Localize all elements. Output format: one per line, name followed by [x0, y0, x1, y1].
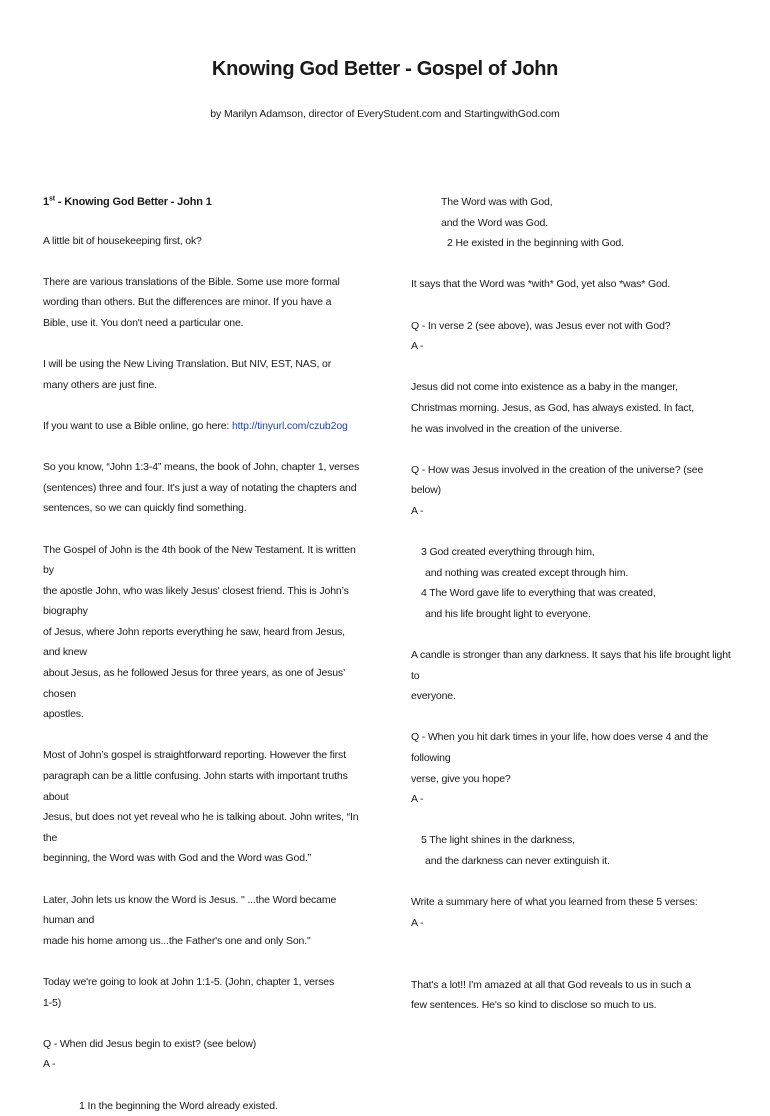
verse: 3 God created everything through him, [421, 546, 595, 559]
paragraph-line: That's a lot!! I'm amazed at all that God reveals to us in such a [411, 978, 691, 991]
paragraph-line: he was involved in the creation of the universe. [411, 422, 623, 435]
paragraph-line: many others are just fine. [43, 378, 157, 391]
paragraph-line: So you know, “John 1:3-4” means, the book of John, chapter 1, verses [43, 461, 360, 474]
left-column [43, 192, 363, 1116]
paragraph-line: The Gospel of John is the 4th book of the New Testament. It is written by [43, 543, 356, 577]
paragraph: A little bit of housekeeping first, ok? [43, 234, 202, 247]
question: Q - In verse 2 (see above), was Jesus ever not with God? [411, 319, 671, 332]
verse: and the Word was God. [441, 216, 548, 229]
link-intro: If you want to use a Bible online, go here: [43, 419, 232, 432]
paragraph-line: beginning, the Word was with God and the Word was God.” [43, 852, 312, 865]
paragraph-line: sentences, so we can quickly find something. [43, 502, 247, 515]
paragraph-line: (sentences) three and four. It's just a way of notating the chapters and [43, 481, 357, 494]
paragraph-line: made his home among us...the Father's one and only Son." [43, 934, 311, 947]
question-line: verse, give you hope? [411, 772, 511, 785]
heading-superscript: st [48, 195, 55, 203]
paragraph-line: Bible, use it. You don't need a particular one. [43, 316, 244, 329]
paragraph-line: about Jesus, as he followed Jesus for three years, as one of Jesus’ chosen [43, 667, 345, 700]
verse: 2 He existed in the beginning with God. [447, 237, 624, 250]
question: Q - When did Jesus begin to exist? (see below) [43, 1037, 257, 1050]
paragraph-line: paragraph can be a little confusing. John starts with important truths about [43, 770, 348, 803]
question-line: below) [411, 484, 442, 497]
paragraph-line: Most of John’s gospel is straightforward reporting. However the first [43, 749, 346, 762]
question: Write a summary here of what you learned from these 5 verses: [411, 896, 698, 909]
verse: and the darkness can never extinguish it. [425, 855, 610, 867]
paragraph-line: the apostle John, who was likely Jesus' closest friend. This is John’s biography [43, 584, 349, 618]
heading-number: 1 [43, 196, 49, 208]
paragraph: It says that the Word was *with* God, yet also *was* God. [411, 278, 671, 291]
paragraph-line: Today we're going to look at John 1:1-5. (John, chapter 1, verses [43, 975, 335, 988]
answer-prompt: A - [411, 793, 424, 806]
paragraph-line: few sentences. He's so kind to disclose so much to us. [411, 999, 657, 1012]
paragraph-line: of Jesus, where John reports everything he saw, heard from Jesus, and knew [43, 625, 345, 659]
paragraph-line: Later, John lets us know the Word is Jesus. " ...the Word became human and [43, 893, 337, 927]
verse: The Word was with God, [441, 196, 553, 208]
section-heading [43, 192, 363, 213]
question-line: Q - When you hit dark times in your life, how does verse 4 and the following [411, 731, 709, 765]
document-title: Knowing God Better - Gospel of John [211, 58, 559, 80]
paragraph-line: I will be using the New Living Translation. But NIV, EST, NAS, or [43, 358, 332, 371]
paragraph-line: 1-5) [43, 996, 62, 1009]
paragraph-line: Christmas morning. Jesus, as God, has always existed. In fact, [411, 401, 695, 414]
heading-text: - Knowing God Better - John 1 [54, 196, 212, 208]
verse: 5 The light shines in the darkness, [421, 834, 575, 847]
verse: and his life brought light to everyone. [425, 607, 591, 620]
paragraph-line: Jesus, but does not yet reveal who he is talking about. John writes, “In the [43, 811, 359, 844]
verse: 1 In the beginning the Word already existed. [79, 1099, 278, 1112]
paragraph-line: Jesus did not come into existence as a baby in the manger, [411, 381, 678, 394]
paragraph-line: A candle is stronger than any darkness. It says that his life brought light to [411, 649, 731, 682]
paragraph [43, 416, 363, 437]
question-line: Q - How was Jesus involved in the creation of the universe? (see [411, 463, 704, 476]
answer-prompt: A - [411, 340, 424, 353]
paragraph-line: everyone. [411, 690, 456, 703]
paragraph-line: apostles. [43, 708, 84, 721]
answer-prompt: A - [411, 916, 424, 929]
verse: and nothing was created except through him. [425, 566, 629, 579]
right-column [411, 192, 731, 1016]
verse: 4 The Word gave life to everything that was created, [421, 587, 656, 600]
paragraph-line: wording than others. But the differences are minor. If you have a [43, 296, 332, 309]
byline: by Marilyn Adamson, director of EveryStudent.com and StartingwithGod.com [210, 108, 560, 120]
answer-prompt: A - [43, 1058, 56, 1071]
answer-prompt: A - [411, 504, 424, 517]
bible-online-link[interactable]: http://tinyurl.com/czub2og [231, 419, 348, 432]
paragraph-line: There are various translations of the Bible. Some use more formal [43, 275, 340, 288]
